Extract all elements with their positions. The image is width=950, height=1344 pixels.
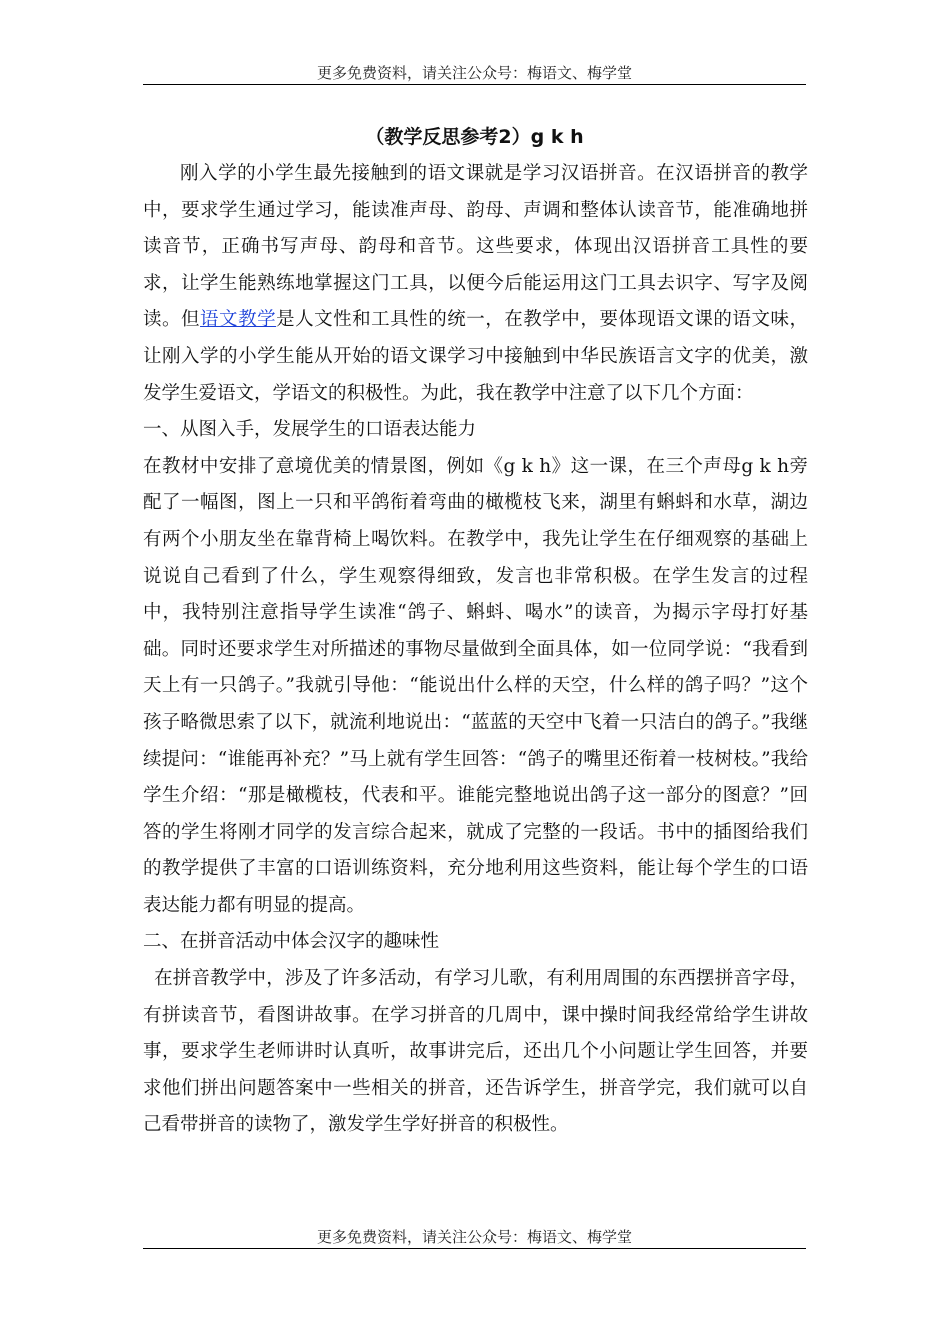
section-heading-2: 二、在拼音活动中体会汉字的趣味性 [143, 931, 440, 953]
document-title: （教学反思参考2）g k h [365, 126, 584, 148]
page-header: 更多免费资料，请关注公众号：梅语文、梅学堂 [316, 64, 632, 82]
paragraph-intro [143, 156, 808, 412]
footer-divider [143, 1248, 806, 1249]
header-divider [143, 84, 806, 85]
document-body [143, 156, 808, 1144]
intro-text-after-link: 是人文性和工具性的统一，在教学中，要体现语文课的语文味，让刚入学的小学生能从开始的语文课学习中接触到中华民族语言文字的优美，激发学生爱语文，学语文的积极性。为此，我在教学中注意了以下几个方面： [143, 309, 808, 404]
paragraph-section-2: 在拼音教学中，涉及了许多活动，有学习儿歌，有利用周围的东西摆拼音字母，有拼读音节，看图讲故事。在学习拼音的几周中，课中操时间我经常给学生讲故事，要求学生老师讲时认真听，故事讲完后，还出几个小问题让学生回答，并要求他们拼出问题答案中一些相关的拼音，还告诉学生，拼音学完，我们就可以自己看带拼音的读物了，激发学生学好拼音的积极性。 [143, 968, 808, 1136]
paragraph-section-1: 在教材中安排了意境优美的情景图，例如《g k h》这一课，在三个声母g k h旁配了一幅图，图上一只和平鸽衔着弯曲的橄榄枝飞来，湖里有蝌蚪和水草，湖边有两个小朋友坐在靠背椅上喝饮料。在教学中，我先让学生在仔细观察的基础上说说自己看到了什么，学生观察得细致，发言也非常积极。在学生发言的过程中，我特别注意指导学生读准“鸽子、蝌蚪、喝水”的读音，为揭示字母打好基础。同时还要求学生对所描述的事物尽量做到全面具体，如一位同学说：“我看到天上有一只鸽子。”我就引导他：“能说出什么样的天空，什么样的鸽子吗？”这个孩子略微思索了以下，就流利地说出：“蓝蓝的天空中飞着一只洁白的鸽子。”我继续提问：“谁能再补充？”马上就有学生回答：“鸽子的嘴里还衔着一枝树枝。”我给学生介绍：“那是橄榄枝，代表和平。谁能完整地说出鸽子这一部分的图意？”回答的学生将刚才同学的发言综合起来，就成了完整的一段话。书中的插图给我们的教学提供了丰富的口语训练资料，充分地利用这些资料，能让每个学生的口语表达能力都有明显的提高。 [143, 455, 808, 916]
section-heading-1: 一、从图入手，发展学生的口语表达能力 [143, 419, 477, 441]
yuwen-jiaoxue-link[interactable]: 语文教学 [200, 309, 277, 331]
intro-text-before-link: 刚入学的小学生最先接触到的语文课就是学习汉语拼音。在汉语拼音的教学中，要求学生通过学习，能读准声母、韵母、声调和整体认读音节，能准确地拼读音节，正确书写声母、韵母和音节。这些要求，体现出汉语拼音工具性的要求，让学生能熟练地掌握这门工具，以便今后能运用这门工具去识字、写字及阅读。但 [143, 163, 808, 331]
page-footer: 更多免费资料，请关注公众号：梅语文、梅学堂 [316, 1228, 632, 1246]
